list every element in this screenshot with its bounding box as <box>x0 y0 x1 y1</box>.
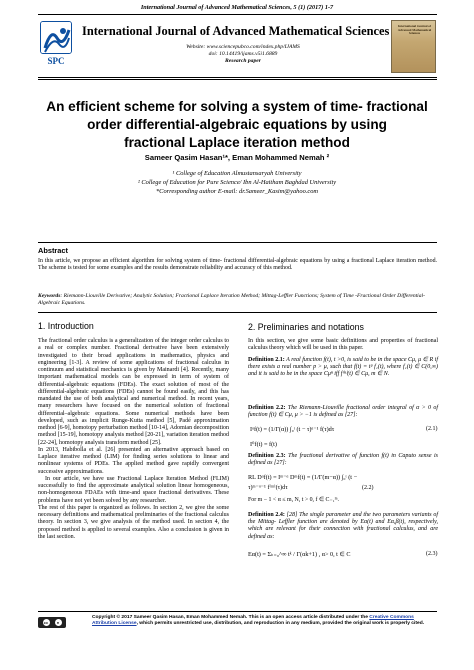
definition-2-3 <box>248 453 438 467</box>
publisher-logo-text: SPC <box>47 56 65 66</box>
equation-2-2-line-2: τ)ᵐ⁻ᵅ⁻¹ f⁽ᵐ⁾(τ)dτ <box>248 484 288 491</box>
intro-paragraph: In our article, we have use Fractional Laplace Iteration Method (FLIM) successfully to find the approximate analytical solution linear homogeneous, non-homogeneous FDAEs with time-and space fractional derivatives. These problems have not yet been solved by any researcher. <box>38 475 229 504</box>
keywords-text: : Riemann-Liouville Derivative; Analytic Solution; Fractional Laplace Iteration Method; Mittag-Leffler Functions; System of Time -Fractional Order Differential-Algebraic Equations. <box>38 293 425 306</box>
corresponding-author: *Corresponding author E-mail: dr.Sameer_Kasim@yahoo.com <box>155 188 319 195</box>
title-line-1: An efficient scheme for solving a system of time- fractional <box>46 99 428 114</box>
intro-paragraph: The rest of this paper is organized as follows. In section 2, we give the some necessary definitions and mathematical preliminaries of the fractional calculus theory. In section 3, we give analysis of the method used. In section 4, the proposed method is applied to several examples. Also a conclusion is given in the last section. <box>38 504 229 540</box>
equation-number: (2.3) <box>426 551 438 557</box>
equation-2-2-line-1: RL Dᵅf(t) = Iᵐ⁻ᵅ Dᵐf(t) = (1/Γ(m−α)) ∫₀ᵗ (t − <box>248 474 358 481</box>
paper-type: Research paper <box>225 58 261 64</box>
journal-website: Website: www.sciencepubco.com/index.php/IJAMS <box>186 44 300 50</box>
header-rule <box>38 14 437 15</box>
definition-2-2 <box>248 405 438 419</box>
equation-2-1b: I⁰f(t) = f(t) <box>250 441 277 448</box>
definition-label: Definition 2.1: <box>248 357 285 363</box>
journal-doi: doi: 10.14419/ijams.v5i1.6889 <box>208 51 278 57</box>
paper-title <box>30 98 444 152</box>
equation-2-3: Eα(t) = Σₖ₌₀^∞ tᵏ / Γ(αk+1) , α> 0, t ∈ C <box>248 551 351 558</box>
journal-title: International Journal of Advanced Mathematical Sciences <box>82 24 390 38</box>
abstract-text: In this article, we propose an efficient algorithm for solving system of time- fractional differential-algebraic equations by using a fractional Laplace iteration method. The scheme is tested for some examples and the results demonstrate reliability and accuracy of this method. <box>38 258 437 272</box>
definition-2-1 <box>248 357 438 379</box>
affiliation-1: ¹ College of Education Almustansaryah University <box>172 170 302 177</box>
authors: Sameer Qasim Hasan¹*, Eman Mohammed Nemah ² <box>144 153 330 162</box>
definition-text: [28] The single parameter and the two parameters variants of the Mittag- Leffler function are denoted by Eα(t) and Eα,β(t), respectively, which are relevant for their connection with fractional calculus, and are defined as: <box>248 512 438 540</box>
definition-2-4 <box>248 512 438 541</box>
introduction-body <box>38 338 229 541</box>
abstract-top-rule <box>38 242 437 243</box>
copyright-text: Copyright © 2017 Sameer Qasim Hasan, Eman Mohammed Nemah. This is an open access article distributed under the <box>92 615 370 620</box>
intro-paragraph: The fractional order calculus is a generalization of the integer order calculus to a real or complex number. Fractional derivative have been extensively investigated to their broad applications in mathematics, physics and engineering [1-3]. A review of some applications of fractional calculus in continuum and statistical mechanics is given by Mainardi [4]. Recently, many important mathematical models can be expressed in term of system of differential-algebraic equations (FDEs). The exact solution of most of the differential-algebraic equations (FDEs) cannot be found easily, and this has mandated the use of both analytical and numerical method. In recent years, many researchers have focused on the numerical solution of fractional differential–algebraic equations. Some numerical methods have been developed, such as implicit Runge-Kutta method [5], Padé approximation method [6-9], homotopy perturbation method [10-14], Adomian decomposition method [15-19], homotopy analysis method [20-21], variation iteration method [22-24], homotopy analysis transform method [25]. <box>38 338 229 446</box>
definition-text: The fractional derivative of function f(t) in Caputo sense is defined as [27]: <box>248 453 438 467</box>
cover-title: International Journal of Advanced Mathematical Sciences <box>397 24 432 36</box>
abstract-bottom-rule <box>38 312 437 313</box>
definition-label: Definition 2.4: <box>248 512 285 518</box>
abstract-heading: Abstract <box>38 246 68 255</box>
license-link[interactable]: Creative Commons Attribution License <box>92 615 414 627</box>
copyright-text-tail: , which permits unrestricted use, distribution, and reproduction in any medium, provided the original work is properly cited. <box>136 621 425 627</box>
attribution-icon: ● <box>55 619 62 626</box>
header-bottom-rule <box>38 77 437 78</box>
equation-number: (2.1) <box>426 426 438 432</box>
affiliation-2: ² College of Education for Pure Science/ Ibn Al-Haitham Baghdad University <box>137 179 337 186</box>
equation-2-2-condition: For m − 1 < α ≤ m, N, t > 0, f ∈ C₋₁ᵐ. <box>248 497 339 503</box>
intro-paragraph: In 2013, Habibolla et al. [26] presented an alternative approach based on Laplace iterative method (LIM) for finding series solutions to linear and nonlinear systems of PDEs. The applied method gave rapidly convergent successive approximations. <box>38 446 229 475</box>
section-heading-preliminaries: 2. Preliminaries and notations <box>248 322 364 332</box>
publisher-logo <box>40 21 72 54</box>
journal-cover-thumbnail <box>391 20 436 73</box>
section-heading-introduction: 1. Introduction <box>38 321 94 331</box>
title-line-2: order differential-algebraic equations by using <box>87 117 387 132</box>
equation-2-1: Iᵅf(t) = (1/Γ(α)) ∫₀ᵗ (t − τ)ᵅ⁻¹ f(τ)dτ <box>250 426 335 433</box>
definition-text: A real function f(t), t >0, is said to be in the space Cμ, μ ∈ R if there exists a real number p > μ, such that f(t) = tᵖ f₁(t), where f₁(t) ∈ C(0,∞) and it is said to be in the space Cμⁿ iff f⁽ⁿ⁾(t) ∈ Cμ, m ∈ N. <box>248 357 438 378</box>
running-head: International Journal of Advanced Mathematical Sciences, 5 (1) (2017) 1-7 <box>140 4 334 11</box>
footer-rule <box>38 611 437 612</box>
definition-label: Definition 2.3: <box>248 453 286 459</box>
keywords <box>38 293 437 307</box>
definition-text: The Riemann-Liouville fractional order integral of α > 0 of function f(t) ∈ Cμ, μ > −1 is defined as [27]: <box>248 405 439 419</box>
cc-icon: cc <box>43 620 49 625</box>
preliminaries-intro: In this section, we give some basic definitions and properties of fractional calculus theory which will be used in this paper. <box>248 338 438 352</box>
copyright-notice <box>92 615 438 627</box>
publisher-logo-icon <box>41 22 72 54</box>
header-bottom-rule-2 <box>38 79 437 80</box>
cc-license-icon[interactable] <box>38 617 66 628</box>
keywords-label: Keywords <box>38 293 61 299</box>
equation-number: (2.2) <box>362 485 374 491</box>
title-line-3: fractional Laplace iteration method <box>124 135 350 150</box>
definition-label: Definition 2.2: <box>248 405 286 411</box>
